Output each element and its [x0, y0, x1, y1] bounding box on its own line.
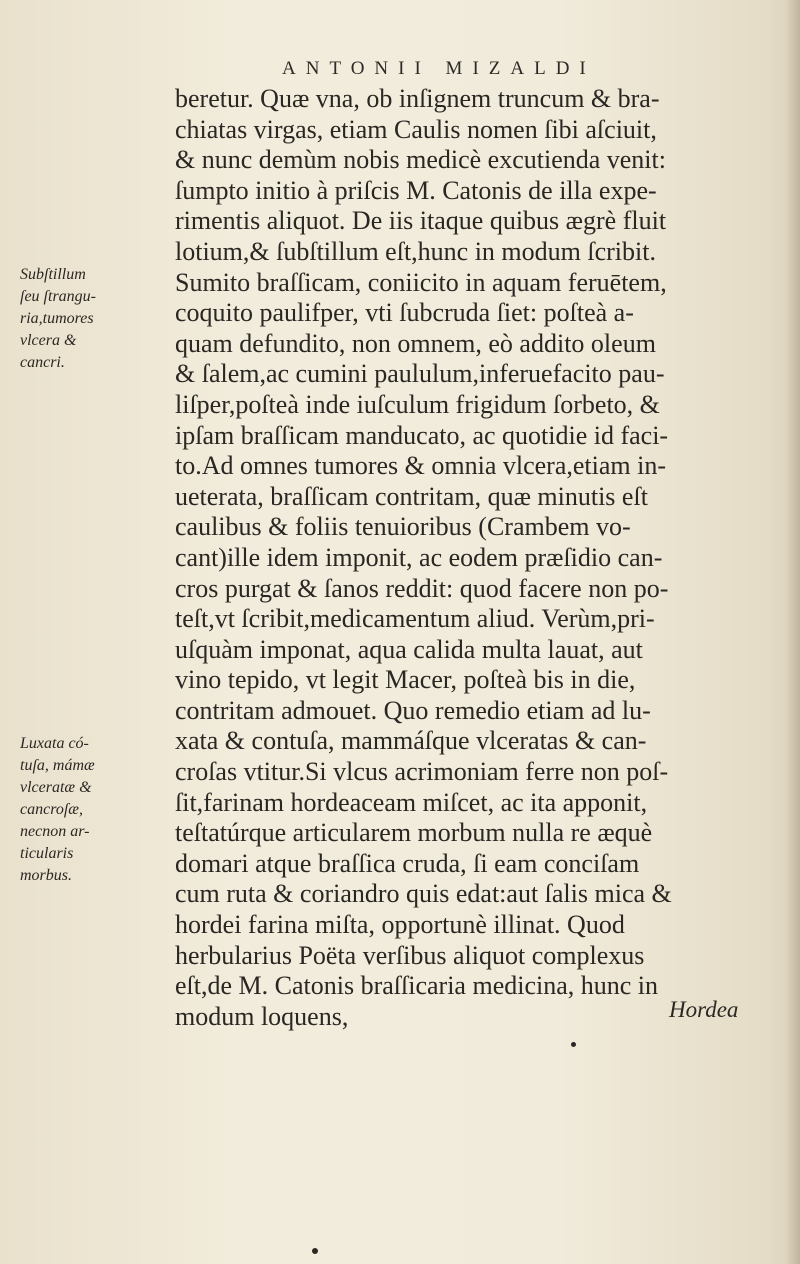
ink-speck — [312, 1248, 318, 1254]
running-head: ANTONII MIZALDI — [282, 58, 596, 79]
page-edge-shadow — [786, 0, 800, 1264]
marginal-note-line: ria,tumores — [20, 310, 94, 327]
text-line: hordei farina miſta, opportunè illinat. Quod — [175, 910, 625, 940]
marginal-note-line: cancri. — [20, 354, 65, 371]
text-line: rimentis aliquot. De iis itaque quibus ægrè fluit — [175, 206, 667, 236]
text-line: Sumito braſſicam, coniicito in aquam feruētem, — [175, 267, 667, 297]
text-line: cros purgat & ſanos reddit: quod facere non po- — [175, 573, 669, 603]
text-line: coquito paulifper, vti ſubcruda ſiet: poſteà a- — [175, 298, 634, 328]
text-line: uſquàm imponat, aqua calida multa lauat, aut — [175, 634, 643, 664]
marginal-note-line: necnon ar- — [20, 823, 90, 840]
text-line: beretur. Quæ vna, ob inſignem truncum & bra- — [175, 84, 660, 113]
text-line: ſit,farinam hordeaceam miſcet, ac ita apponit, — [175, 787, 648, 817]
text-line: caulibus & foliis tenuioribus (Crambem vo- — [175, 512, 631, 542]
marginal-note-line: tuſa, mámæ — [20, 757, 95, 774]
text-line: cant)ille idem imponit, ac eodem præſidio can- — [175, 542, 663, 572]
text-line: cum ruta & coriandro quis edat:aut ſalis mica & — [175, 879, 672, 909]
text-line: to.Ad omnes tumores & omnia vlcera,etiam in- — [175, 451, 666, 481]
text-line: quam defundito, non omnem, eò addito oleum — [175, 328, 656, 358]
text-line: domari atque braſſica cruda, ſi eam conciſam — [175, 848, 640, 878]
text-line: vino tepido, vt legit Macer, poſteà bis in die, — [175, 665, 636, 695]
body-text — [175, 84, 775, 1032]
text-line: ipſam braſſicam manducato, ac quotidie id faci- — [175, 420, 669, 450]
catchword: Hordea — [669, 997, 739, 1022]
text-line: & nunc demùm nobis medicè excutienda venit: — [175, 145, 666, 175]
text-line: chiatas virgas, etiam Caulis nomen ſibi aſciuit, — [175, 114, 657, 144]
text-line: xata & contuſa, mammáſque vlceratas & can- — [175, 726, 647, 756]
marginal-note-line: ticularis — [20, 845, 74, 862]
text-line: liſper,poſteà inde iuſculum frigidum ſorbeto, & — [175, 389, 660, 419]
text-line: teſtatúrque articularem morbum nulla re æquè — [175, 818, 653, 848]
marginal-note-line: Luxata có- — [20, 735, 89, 752]
text-line: & ſalem,ac cumini paululum,inferuefacito pau- — [175, 359, 665, 389]
marginal-note-1 — [20, 264, 170, 374]
text-line: modum loquens, — [175, 1001, 349, 1031]
text-line: contritam admouet. Quo remedio etiam ad lu- — [175, 695, 651, 725]
text-line: croſas vtitur.Si vlcus acrimoniam ferre non poſ- — [175, 757, 669, 787]
text-line: ſumpto initio à priſcis M. Catonis de illa expe- — [175, 175, 657, 205]
marginal-note-line: cancroſæ, — [20, 801, 83, 818]
marginal-note-line: vlceratæ & — [20, 779, 92, 796]
marginal-note-line: ſeu ſtrangu- — [20, 288, 96, 305]
marginal-note-line: morbus. — [20, 867, 73, 884]
text-line: ueterata, braſſicam contritam, quæ minutis eſt — [175, 481, 648, 511]
text-line: herbularius Poëta verſibus aliquot complexus — [175, 940, 645, 970]
text-line: eſt,de M. Catonis braſſicaria medicina, hunc in — [175, 971, 659, 1001]
text-line: teſt,vt ſcribit,medicamentum aliud. Verùm,pri- — [175, 604, 655, 634]
marginal-note-line: Subſtillum — [20, 266, 86, 283]
text-line: lotium,& ſubſtillum eſt,hunc in modum ſcribit. — [175, 236, 656, 266]
marginal-note-line: vlcera & — [20, 332, 77, 349]
ink-speck — [571, 1042, 576, 1047]
marginal-note-2 — [20, 733, 170, 887]
